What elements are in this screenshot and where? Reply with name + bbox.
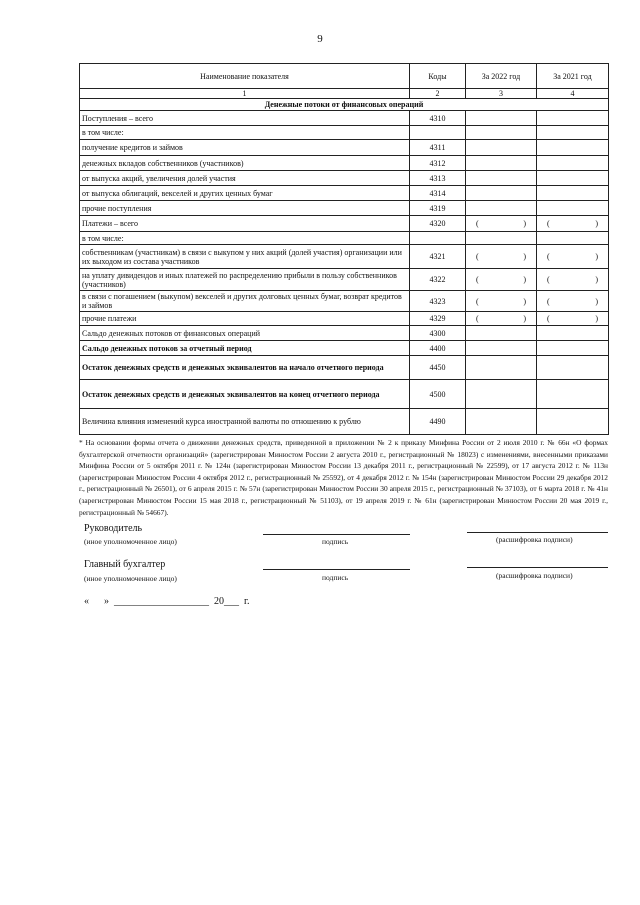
row-code-4319: 4319: [410, 201, 466, 216]
header-code: Коды: [410, 64, 466, 89]
row-label-4320: Платежи – всего: [80, 216, 410, 232]
paren-close: ): [523, 314, 526, 323]
row-value-2021: [537, 201, 609, 216]
chief-accountant-authorized-person: (иное уполномоченное лицо): [84, 574, 177, 583]
table-row: [80, 126, 609, 140]
row-label-4313: от выпуска акций, увеличения долей участия: [80, 171, 410, 186]
paren-open: (: [476, 252, 479, 261]
row-label-incl: в том числе:: [80, 232, 410, 245]
column-number-1: 1: [80, 89, 410, 99]
row-value-2021: [537, 269, 609, 291]
row-code-4311: 4311: [410, 140, 466, 156]
row-label-4323: в связи с погашением (выкупом) векселей и других долговых ценных бумаг, возврат кредитов и займов: [80, 291, 410, 312]
head-decoding-caption: (расшифровка подписи): [496, 535, 573, 544]
row-value-2022: [466, 171, 537, 186]
row-value-2021: [537, 380, 609, 409]
footnote: * На основании формы отчета о движении денежных средств, приведенной в приложении № 2 к приказу Минфина России от 2 июля 2010 г. № 66н «О формах бухгалтерской отчетности организаций» (зарегистрирован Минюстом России 2 августа 2010 г., регистрационный № 18023) с изменениями, внесенными приказами Минфина России от 5 октября 2011 г. № 124н (зарегистрирован Минюстом России 13 декабря 2011 г., регистрационный № 22599), от 17 августа 2012 г. № 113н (зарегистрирован Минюстом России 4 октября 2012 г., регистрационный № 25592), от 4 декабря 2012 г. № 154н (зарегистрирован Минюстом России 29 декабря 2012 г., регистрационный № 26501), от 6 апреля 2015 г. № 57н (зарегистрирован Минюстом России 30 апреля 2015 г., регистрационный № 37103), от 6 марта 2018 г. № 41н (зарегистрирован Минюстом России 15 мая 2018 г., регистрационный № 51103), от 19 апреля 2019 г. № 61н (зарегистрирован Минюстом России 20 мая 2019 г., регистрационный № 54667).: [79, 438, 608, 517]
row-value-2021: [537, 312, 609, 326]
column-number-3: 3: [466, 89, 537, 99]
paren-close: ): [595, 219, 598, 228]
table-row: [80, 269, 609, 291]
paren-open: (: [476, 219, 479, 228]
table-row: [80, 171, 609, 186]
row-code-4314: 4314: [410, 186, 466, 201]
row-value-2021: [537, 326, 609, 341]
row-value-2022: [466, 269, 537, 291]
row-label-4490: Величина влияния изменений курса иностранной валюты по отношению к рублю: [80, 409, 410, 435]
chief-accountant-decoding-caption: (расшифровка подписи): [496, 571, 573, 580]
row-label-4319: прочие поступления: [80, 201, 410, 216]
table-row: [80, 409, 609, 435]
row-label-4500: Остаток денежных средств и денежных эквивалентов на конец отчетного периода: [80, 380, 410, 409]
row-value-2022: [466, 111, 537, 126]
row-value-2022: [466, 326, 537, 341]
paren-open: (: [547, 275, 550, 284]
row-value-2022: [466, 126, 537, 140]
header-2021: За 2021 год: [537, 64, 609, 89]
row-code-4400: 4400: [410, 341, 466, 356]
table-row: [80, 216, 609, 232]
row-value-2022: [466, 356, 537, 380]
row-label-4321: собственникам (участникам) в связи с выкупом у них акций (долей участия) организации или их выходом из состава участников: [80, 245, 410, 269]
table-row: [80, 111, 609, 126]
head-title: Руководитель: [84, 523, 143, 534]
row-value-2022: [466, 216, 537, 232]
table-row: [80, 232, 609, 245]
row-label-4311: получение кредитов и займов: [80, 140, 410, 156]
table-row: [80, 380, 609, 409]
row-label-4314: от выпуска облигаций, векселей и других ценных бумаг: [80, 186, 410, 201]
row-value-2022: [466, 409, 537, 435]
row-value-2021: [537, 126, 609, 140]
row-value-2022: [466, 245, 537, 269]
table-row: [80, 356, 609, 380]
row-value-2021: [537, 245, 609, 269]
paren-open: (: [547, 296, 550, 306]
row-code-4313: 4313: [410, 171, 466, 186]
row-value-2022: [466, 232, 537, 245]
row-value-2021: [537, 216, 609, 232]
table-row: [80, 312, 609, 326]
row-code-4500: 4500: [410, 380, 466, 409]
row-value-2021: [537, 156, 609, 171]
row-code-4323: 4323: [410, 291, 466, 312]
row-value-2022: [466, 140, 537, 156]
paren-open: (: [547, 314, 550, 323]
chief-accountant-decoding-line: [467, 567, 608, 568]
head-signature-caption: подпись: [322, 537, 349, 546]
header-2022: За 2022 год: [466, 64, 537, 89]
row-value-2021: [537, 171, 609, 186]
row-value-2021: [537, 140, 609, 156]
chief-accountant-signature-caption: подпись: [322, 573, 349, 582]
row-code-4310: 4310: [410, 111, 466, 126]
table-row: [80, 245, 609, 269]
table-row: [80, 201, 609, 216]
row-value-2021: [537, 111, 609, 126]
paren-close: ): [595, 314, 598, 323]
row-value-2022: [466, 156, 537, 171]
row-value-2021: [537, 186, 609, 201]
paren-close: ): [523, 296, 526, 306]
row-value-2021: [537, 232, 609, 245]
chief-accountant-signature-line: [263, 569, 410, 570]
table-row: [80, 341, 609, 356]
row-code-4320: 4320: [410, 216, 466, 232]
row-code-4450: 4450: [410, 356, 466, 380]
paren-open: (: [547, 219, 550, 228]
row-code-4321: 4321: [410, 245, 466, 269]
row-code-4300: 4300: [410, 326, 466, 341]
row-value-2022: [466, 186, 537, 201]
row-label-4300: Сальдо денежных потоков от финансовых операций: [80, 326, 410, 341]
paren-open: (: [476, 275, 479, 284]
row-value-2021: [537, 341, 609, 356]
row-label-4310: Поступления – всего: [80, 111, 410, 126]
row-label-4312: денежных вкладов собственников (участников): [80, 156, 410, 171]
paren-close: ): [595, 296, 598, 306]
date-line: « » ___________________ 20___ г.: [84, 596, 250, 607]
row-label-4322: на уплату дивидендов и иных платежей по распределению прибыли в пользу собственников (участников): [80, 269, 410, 291]
row-label-4329: прочие платежи: [80, 312, 410, 326]
row-code-4322: 4322: [410, 269, 466, 291]
paren-close: ): [595, 252, 598, 261]
column-number-2: 2: [410, 89, 466, 99]
head-authorized-person: (иное уполномоченное лицо): [84, 537, 177, 546]
row-value-2022: [466, 312, 537, 326]
row-code-4312: 4312: [410, 156, 466, 171]
table-row: [80, 291, 609, 312]
row-value-2021: [537, 356, 609, 380]
paren-close: ): [523, 252, 526, 261]
row-value-2022: [466, 201, 537, 216]
row-value-2022: [466, 291, 537, 312]
row-code-4329: 4329: [410, 312, 466, 326]
head-decoding-line: [467, 532, 608, 533]
row-code-4490: 4490: [410, 409, 466, 435]
paren-close: ): [523, 275, 526, 284]
row-value-2022: [466, 341, 537, 356]
paren-close: ): [595, 275, 598, 284]
paren-open: (: [476, 314, 479, 323]
paren-open: (: [547, 252, 550, 261]
table-row: [80, 186, 609, 201]
row-value-2022: [466, 380, 537, 409]
table-row: [80, 156, 609, 171]
row-value-2021: [537, 291, 609, 312]
section-title: Денежные потоки от финансовых операций: [80, 99, 609, 111]
row-label-incl: в том числе:: [80, 126, 410, 140]
cash-flow-table: [79, 63, 609, 435]
table-row: [80, 326, 609, 341]
row-value-2021: [537, 409, 609, 435]
row-label-4400: Сальдо денежных потоков за отчетный период: [80, 341, 410, 356]
paren-close: ): [523, 219, 526, 228]
row-label-4450: Остаток денежных средств и денежных эквивалентов на начало отчетного периода: [80, 356, 410, 380]
column-number-row: [80, 89, 609, 99]
row-code-empty: [410, 126, 466, 140]
page-number: 9: [317, 33, 323, 45]
header-name: Наименование показателя: [80, 64, 410, 89]
table-header-row: [80, 64, 609, 89]
column-number-4: 4: [537, 89, 609, 99]
table-row: [80, 140, 609, 156]
row-code-empty: [410, 232, 466, 245]
head-signature-line: [263, 534, 410, 535]
paren-open: (: [476, 296, 479, 306]
section-row: [80, 99, 609, 111]
chief-accountant-title: Главный бухгалтер: [84, 559, 166, 570]
